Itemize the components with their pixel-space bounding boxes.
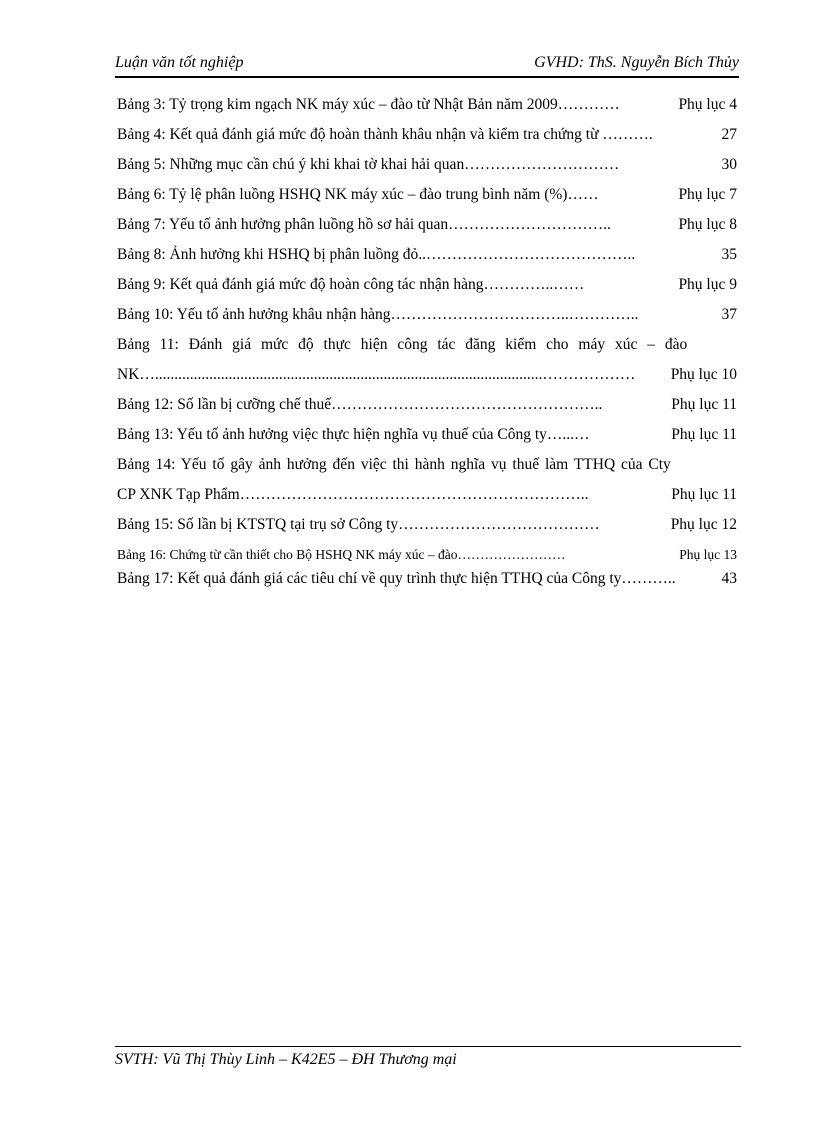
toc-page-ref: 43 [720, 567, 738, 591]
toc-entry-16[interactable]: Bảng 16: Chứng từ cần thiết cho Bộ HSHQ NK máy xúc – đào…………………… Phụ lục 13 [117, 543, 737, 567]
toc-page-ref: Phụ lục 11 [669, 393, 737, 417]
toc-page-ref: 35 [720, 243, 738, 267]
toc-page-ref: Phụ lục 10 [669, 363, 737, 387]
toc-page-ref: Phụ lục 8 [676, 213, 737, 237]
thesis-title: Luận văn tốt nghiệp [115, 54, 244, 71]
toc-entry-15[interactable]: Bảng 15: Số lần bị KTSTQ tại trụ sở Công ty………………………………… Phụ lục 12 [117, 513, 737, 543]
toc-page-ref: 27 [720, 123, 738, 147]
toc-entry-7[interactable]: Bảng 7: Yếu tố ảnh hưởng phân luồng hồ sơ hải quan………………………….. Phụ lục 8 [117, 213, 737, 243]
toc-entry-12[interactable]: Bảng 12: Số lần bị cưỡng chế thuế…………………………………………….. Phụ lục 11 [117, 393, 737, 423]
toc-entry-9[interactable]: Bảng 9: Kết quả đánh giá mức độ hoàn công tác nhận hàng…………..…… Phụ lục 9 [117, 273, 737, 303]
toc-entry-13[interactable]: Bảng 13: Yếu tố ảnh hưởng việc thực hiện nghĩa vụ thuế của Công ty…...… Phụ lục 11 [117, 423, 737, 453]
toc-entry-5[interactable]: Bảng 5: Những mục cần chú ý khi khai tờ khai hải quan………………………… 30 [117, 153, 737, 183]
toc-page-ref: Phụ lục 11 [669, 483, 737, 507]
toc-entry-4[interactable]: Bảng 4: Kết quả đánh giá mức độ hoàn thành khâu nhận và kiểm tra chứng từ ………. 27 [117, 123, 737, 153]
table-of-tables [117, 93, 737, 591]
toc-page-ref: Phụ lục 4 [676, 93, 737, 117]
supervisor-name: GVHD: ThS. Nguyễn Bích Thủy [534, 54, 739, 71]
page-header [115, 54, 739, 78]
toc-entry-6[interactable]: Bảng 6: Tỷ lệ phân luồng HSHQ NK máy xúc – đào trung bình năm (%)…… Phụ lục 7 [117, 183, 737, 213]
toc-page-ref: 37 [720, 303, 738, 327]
toc-page-ref: Phụ lục 9 [676, 273, 737, 297]
toc-page-ref: 30 [720, 153, 738, 177]
toc-entry-11-cont[interactable]: NK…....................................................................................................……………… Phụ lục 10 [117, 363, 737, 393]
toc-page-ref: Phụ lục 13 [677, 543, 737, 567]
student-info: SVTH: Vũ Thị Thùy Linh – K42E5 – ĐH Thương mại [115, 1051, 457, 1068]
toc-entry-11[interactable]: Bảng 11: Đánh giá mức độ thực hiện công tác đăng kiểm cho máy xúc – đào [117, 336, 688, 353]
toc-page-ref: Phụ lục 12 [669, 513, 737, 537]
toc-entry-3[interactable]: Bảng 3: Tỷ trọng kim ngạch NK máy xúc – đào từ Nhật Bản năm 2009………… Phụ lục 4 [117, 93, 737, 123]
page-footer [115, 1046, 741, 1069]
toc-entry-14[interactable]: Bảng 14: Yếu tố gây ảnh hưởng đến việc thi hành nghĩa vụ thuế làm TTHQ của Cty [117, 456, 671, 473]
toc-entry-14-cont[interactable]: CP XNK Tạp Phẩm………………………………………………………….. Phụ lục 11 [117, 483, 737, 513]
toc-page-ref: Phụ lục 7 [676, 183, 737, 207]
toc-entry-17[interactable]: Bảng 17: Kết quả đánh giá các tiêu chí về quy trình thực hiện TTHQ của Công ty……….. 43 [117, 567, 737, 591]
toc-page-ref: Phụ lục 11 [669, 423, 737, 447]
toc-entry-8[interactable]: Bảng 8: Ảnh hưởng khi HSHQ bị phân luồng đỏ..………………………………….. 35 [117, 243, 737, 273]
toc-entry-10[interactable]: Bảng 10: Yếu tố ảnh hưởng khâu nhận hàng……………………………..………….. 37 [117, 303, 737, 333]
